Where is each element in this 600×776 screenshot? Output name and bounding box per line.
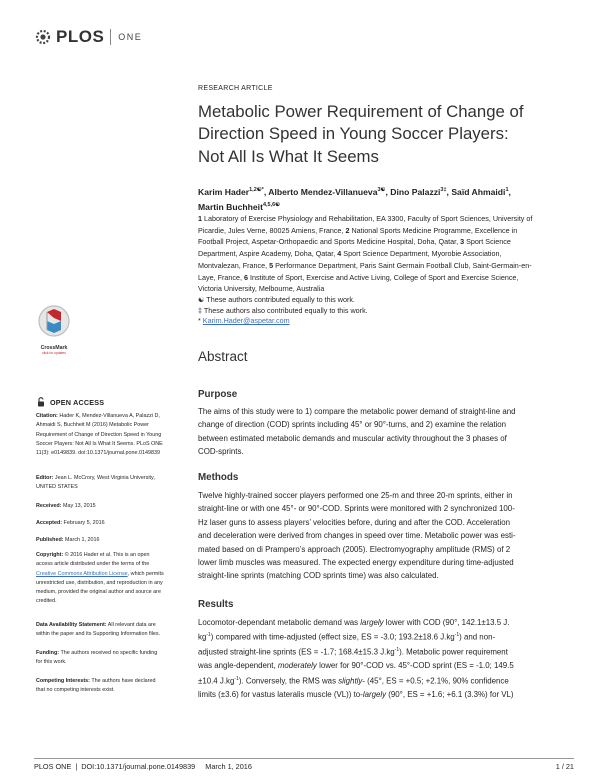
logo-plos-text: PLOS bbox=[56, 27, 105, 46]
crossmark-icon bbox=[36, 303, 72, 339]
text-line: lower limb muscles was measured. The expected energy expenditure during time-adjusted bbox=[198, 558, 514, 568]
meta-line: unrestricted use, distribution, and reproduction in any bbox=[36, 579, 163, 586]
logo-divider bbox=[110, 29, 111, 45]
methods-heading: Methods bbox=[198, 472, 239, 483]
author-list bbox=[198, 184, 578, 215]
meta-line: for this work. bbox=[36, 659, 67, 666]
footer-doi: DOI:10.1371/journal.pone.0149839 bbox=[81, 762, 196, 771]
author-sup: 1 bbox=[505, 187, 509, 193]
affiliation-line: Picardie, Jules Verne, 80025 Amiens, France, 2 National Sports Medicine Programme, Excellence in bbox=[198, 225, 518, 235]
open-lock-icon bbox=[36, 397, 46, 407]
copyright-block bbox=[36, 551, 186, 607]
funding-block bbox=[36, 649, 186, 668]
meta-line: 11(3): e0149839. doi:10.1371/journal.pone.0149839 bbox=[36, 450, 160, 457]
meta-line: Funding: The authors received no specific funding bbox=[36, 650, 158, 656]
title-line: Direction Speed in Young Soccer Players: bbox=[198, 124, 509, 144]
page-number: 1 / 21 bbox=[555, 762, 574, 771]
text-line: mated based on di Prampero’s approach (2005). Electromyography amplitude (RMS) of 2 bbox=[198, 544, 511, 554]
meta-line: that no competing interests exist. bbox=[36, 687, 115, 694]
license-link[interactable]: Creative Commons Attribution License bbox=[36, 570, 128, 577]
meta-line: Requirement of Change of Direction Speed in Young bbox=[36, 431, 162, 438]
plos-logo-icon bbox=[34, 28, 52, 46]
affiliation-line: Victoria University, Melbourne, Australia bbox=[198, 284, 325, 294]
meta-line: Competing Interests: The authors have declared bbox=[36, 678, 156, 684]
open-access-label: OPEN ACCESS bbox=[50, 397, 105, 407]
open-access-badge bbox=[36, 397, 104, 407]
note-also-contributed: ‡ These authors also contributed equally to this work. bbox=[198, 305, 368, 315]
title-line: Not All Is What It Seems bbox=[198, 146, 379, 166]
text-line: limits (±3.6) for vastus lateralis muscle (VL)) to-largely (90°, ES = +1.6; +6.1 (3.3%) for VL) bbox=[198, 689, 514, 699]
meta-line: Citation: Hader K, Mendez-Villanueva A, Palazzi D, bbox=[36, 413, 160, 419]
text-line: and deceleration were derived from changes in speed over time. Metabolic power was esti- bbox=[198, 531, 516, 541]
crossmark-badge[interactable] bbox=[36, 303, 72, 355]
text-line: ±10.4 $J.kg^{-1}$). Conversely, the RMS was slightly- (45°, ES = +0.5; +2.1%, 90% confidence bbox=[198, 675, 509, 686]
author-name: Saïd Ahmaidi bbox=[451, 186, 506, 197]
results-heading: Results bbox=[198, 599, 234, 610]
meta-line: credited. bbox=[36, 598, 57, 605]
citation-block bbox=[36, 412, 186, 458]
meta-line: Copyright: © 2016 Hader et al. This is an open bbox=[36, 552, 150, 558]
note-equal-contribution: ☯ These authors contributed equally to this work. bbox=[198, 295, 355, 304]
affiliation-line: Montvalezan, France, 5 Performance Department, Paris Saint Germain Football Club, Saint-Germain-en- bbox=[198, 260, 532, 270]
abstract-heading: Abstract bbox=[198, 349, 248, 364]
affiliations bbox=[198, 213, 578, 295]
corresponding-email: * Karim.Hader@aspetar.com bbox=[198, 316, 290, 326]
author-sup: 1,2☯* bbox=[249, 187, 264, 193]
footer-date: March 1, 2016 bbox=[205, 762, 252, 771]
text-line: Twelve highly-trained soccer players performed one 25-m and three 20-m sprints, either in bbox=[198, 491, 513, 500]
author-sup: 4,5,6☯ bbox=[262, 202, 281, 209]
meta-line: Ahmaidi S, Buchheit M (2016) Metabolic Power bbox=[36, 422, 149, 429]
journal-logo bbox=[34, 26, 142, 48]
meta-line: Soccer Players: Not All Is What It Seems. PLoS ONE bbox=[36, 440, 163, 447]
text-line: COD-sprints. bbox=[198, 447, 244, 457]
meta-line: medium, provided the original author and source are bbox=[36, 589, 161, 596]
author-name: Dino Palazzi bbox=[390, 186, 441, 197]
author-sup: 3‡ bbox=[440, 187, 447, 193]
received-date: Received: May 13, 2015 bbox=[36, 503, 96, 509]
competing-interests-block bbox=[36, 677, 186, 696]
accepted-date: Accepted: February 5, 2016 bbox=[36, 520, 105, 526]
meta-line: Creative Commons Attribution License, which permits bbox=[36, 570, 164, 577]
meta-line: UNITED STATES bbox=[36, 484, 78, 491]
author-name: Martin Buchheit bbox=[198, 202, 263, 213]
logo-one-text: ONE bbox=[118, 32, 143, 42]
affiliation-line: 1 Laboratory of Exercise Physiology and Rehabilitation, EA 3300, Faculty of Sport Sciences, University of bbox=[198, 214, 533, 223]
author-name: Karim Hader bbox=[198, 186, 250, 197]
title-line: Metabolic Power Requirement of Change of bbox=[198, 102, 524, 121]
author-notes bbox=[198, 295, 578, 327]
author-sup: 3☯ bbox=[377, 187, 386, 193]
page-footer bbox=[34, 762, 574, 771]
text-line: Locomotor-dependant metabolic demand was largely lower with COD (90°, 142.1±13.5 J. bbox=[198, 618, 510, 627]
purpose-heading: Purpose bbox=[198, 389, 238, 400]
crossmark-sub: click for updates bbox=[42, 351, 66, 355]
article-title bbox=[198, 101, 578, 168]
meta-line: within the paper and its Supporting Information files. bbox=[36, 631, 161, 638]
data-availability-block bbox=[36, 621, 186, 640]
affiliation-line: Department, Aspire Academy, Doha, Qatar, 4 Sport Science Department, Myorobie Association, bbox=[198, 249, 502, 259]
editor-block bbox=[36, 474, 186, 493]
meta-line: Data Availability Statement: All relevant data are bbox=[36, 622, 156, 628]
crossmark-label: CrossMark bbox=[40, 345, 68, 351]
text-line: Hz laser guns to assess players’ velocities before, during and after the COD. Acceleration bbox=[198, 517, 510, 527]
footer-journal: PLOS ONE bbox=[34, 762, 72, 771]
affiliation-line: Laye, France, 6 Institute of Sport, Exercise and Active Living, College of Sport and Exercise Science, bbox=[198, 272, 519, 282]
footer-citation: PLOS ONE | DOI:10.1371/journal.pone.0149839 March 1, 2016 bbox=[34, 762, 252, 771]
text-line: straight-line sprints (matching COD sprints time) was also calculated. bbox=[198, 571, 439, 581]
published-date: Published: March 1, 2016 bbox=[36, 537, 100, 543]
email-link[interactable]: Karim.Hader@aspetar.com bbox=[202, 316, 290, 326]
author-line: Karim Hader$^{1,2☯*}$, Alberto Mendez-Villanueva$^{3☯}$, Dino Palazzi$^{3\ddagger}$, Saïd Ahmaidi$^1$, bbox=[198, 186, 511, 197]
author-name: Alberto Mendez-Villanueva bbox=[268, 186, 378, 197]
text-line: The aims of this study were to 1) compare the metabolic power demand of straight-line and bbox=[198, 407, 516, 416]
text-line: between estimated metabolic demands and muscular activity throughout the 3 phases of bbox=[198, 433, 507, 443]
purpose-text bbox=[198, 405, 582, 459]
meta-line: access article distributed under the terms of the bbox=[36, 561, 150, 568]
text-line: $kg^{-1}$) compared with time-adjusted (effect size, ES = -3.0; 193.2±18.6 $J.kg^{-1}$) and non- bbox=[198, 632, 496, 643]
article-type: RESEARCH ARTICLE bbox=[198, 85, 273, 92]
text-line: was angle-dependent, moderately lower for 90°-COD vs. 45°-COD sprint (ES = -1.0; 149.5 bbox=[198, 661, 514, 671]
footer-rule bbox=[34, 758, 574, 759]
text-line: straight-line or with one 45°- or 90°-COD. Sprints were monitored with 2 synchronized 100- bbox=[198, 504, 515, 514]
affiliation-line: Football Project, Aspetar-Orthopaedic and Sports Medicine Hospital, Doha, Qatar, 3 Sport Science bbox=[198, 237, 511, 247]
text-line: adjusted straight-line sprints (ES = -1.7; 168.4±15.3 $J.kg^{-1}$). Metabolic power requirement bbox=[198, 647, 508, 658]
results-text bbox=[198, 616, 582, 701]
methods-text bbox=[198, 489, 582, 583]
meta-line: Editor: Jean L. McCrory, West Virginia University, bbox=[36, 475, 155, 481]
text-line: change of direction (COD) sprints including 45° or 90°-turns, and 2) examine the relation bbox=[198, 420, 507, 430]
